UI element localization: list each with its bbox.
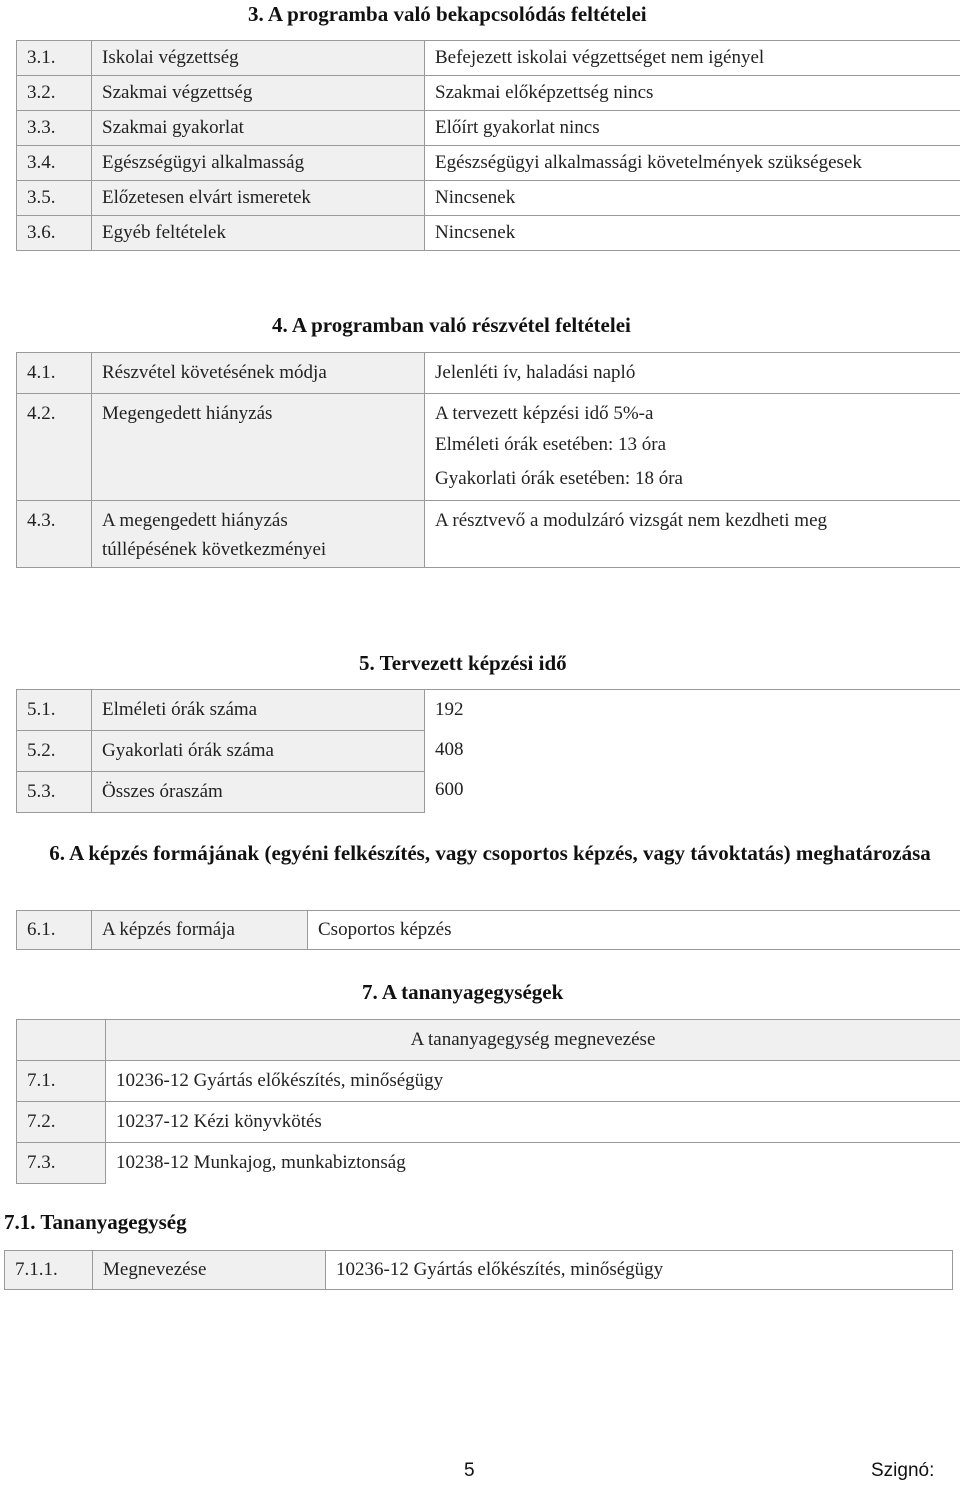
row-number: 5.2. xyxy=(27,740,56,761)
section-5-table xyxy=(16,689,960,813)
row-value: Csoportos képzés xyxy=(318,919,452,940)
row-label: Összes óraszám xyxy=(102,781,223,802)
table-row xyxy=(17,181,960,216)
section-3-table xyxy=(16,40,960,251)
row-label: Iskolai végzettség xyxy=(102,47,239,68)
row-number: 3.3. xyxy=(27,117,56,138)
row-number: 7.2. xyxy=(27,1111,56,1132)
row-number: 4.3. xyxy=(27,510,56,531)
row-label: Egészségügyi alkalmasság xyxy=(102,152,305,173)
row-value: Előírt gyakorlat nincs xyxy=(435,117,600,138)
row-number: 4.1. xyxy=(27,362,56,383)
row-value: Gyakorlati órák esetében: 18 óra xyxy=(435,468,683,489)
row-number: 3.5. xyxy=(27,187,56,208)
section-6-title: 6. A képzés formájának (egyéni felkészítés, vagy csoportos képzés, vagy távoktatás) meghatározása xyxy=(49,841,931,865)
row-value: Befejezett iskolai végzettséget nem igényel xyxy=(435,47,765,68)
row-label: Megengedett hiányzás xyxy=(102,403,273,424)
table-row xyxy=(17,76,960,111)
row-number: 3.1. xyxy=(27,47,56,68)
row-value: Szakmai előképzettség nincs xyxy=(435,82,654,103)
table-row xyxy=(5,1251,953,1290)
row-value: 192 xyxy=(435,699,464,720)
row-label: A képzés formája xyxy=(102,919,235,940)
row-value: 10238-12 Munkajog, munkabiztonság xyxy=(116,1152,406,1173)
row-value: Nincsenek xyxy=(435,222,516,243)
section-7-title: 7. A tananyagegységek xyxy=(362,980,564,1004)
table-row xyxy=(17,501,960,568)
row-label: Szakmai végzettség xyxy=(102,82,253,103)
row-label: túllépésének következményei xyxy=(102,539,327,560)
row-value: 10236-12 Gyártás előkészítés, minőségügy xyxy=(116,1070,444,1091)
row-value: 10237-12 Kézi könyvkötés xyxy=(116,1111,322,1132)
row-number: 3.2. xyxy=(27,82,56,103)
row-number: 7.1.1. xyxy=(15,1259,58,1280)
row-number: 7.1. xyxy=(27,1070,56,1091)
row-number: 6.1. xyxy=(27,919,56,940)
row-label: Egyéb feltételek xyxy=(102,222,226,243)
row-label: Megnevezése xyxy=(103,1259,207,1280)
row-value: Jelenléti ív, haladási napló xyxy=(435,362,636,383)
table-header-row xyxy=(17,1020,960,1061)
section-4-title: 4. A programban való részvétel feltételei xyxy=(272,313,631,337)
column-header: A tananyagegység megnevezése xyxy=(410,1029,656,1050)
table-row xyxy=(17,353,960,394)
row-number: 7.3. xyxy=(27,1152,56,1173)
row-number: 3.4. xyxy=(27,152,56,173)
row-label: Előzetesen elvárt ismeretek xyxy=(102,187,311,208)
table-row xyxy=(17,111,960,146)
table-row xyxy=(17,1061,960,1102)
row-label: Szakmai gyakorlat xyxy=(102,117,244,138)
table-row xyxy=(17,146,960,181)
table-row xyxy=(17,1143,960,1184)
section-71-title: 7.1. Tananyagegység xyxy=(4,1210,187,1234)
section-3-title: 3. A programba való bekapcsolódás feltételei xyxy=(248,2,647,26)
row-label: Részvétel követésének módja xyxy=(102,362,327,383)
section-4-table xyxy=(16,352,960,568)
table-row xyxy=(17,216,960,251)
table-row xyxy=(17,394,960,501)
section-7-table xyxy=(16,1019,960,1184)
row-label: Elméleti órák száma xyxy=(102,699,258,720)
table-row xyxy=(17,41,960,76)
row-number: 5.1. xyxy=(27,699,56,720)
section-71-table xyxy=(4,1250,953,1290)
row-value: A tervezett képzési idő 5%-a xyxy=(435,403,654,424)
table-row xyxy=(17,690,960,731)
row-number: 5.3. xyxy=(27,781,56,802)
row-value: 10236-12 Gyártás előkészítés, minőségügy xyxy=(336,1259,664,1280)
table-row xyxy=(17,1102,960,1143)
page-number: 5 xyxy=(464,1460,475,1481)
row-label: Gyakorlati órák száma xyxy=(102,740,274,761)
row-value: 600 xyxy=(435,779,464,800)
row-number: 3.6. xyxy=(27,222,56,243)
row-value: Elméleti órák esetében: 13 óra xyxy=(435,434,667,455)
section-6-table xyxy=(16,910,960,950)
section-5-title: 5. Tervezett képzési idő xyxy=(359,651,567,675)
row-label: A megengedett hiányzás xyxy=(102,510,288,531)
row-value: Egészségügyi alkalmassági követelmények szükségesek xyxy=(435,152,862,173)
table-row xyxy=(17,911,960,950)
row-value: 408 xyxy=(435,739,464,760)
row-value: Nincsenek xyxy=(435,187,516,208)
row-value: A résztvevő a modulzáró vizsgát nem kezdheti meg xyxy=(435,510,828,531)
row-number: 4.2. xyxy=(27,403,56,424)
signature-label: Szignó: xyxy=(871,1460,935,1481)
